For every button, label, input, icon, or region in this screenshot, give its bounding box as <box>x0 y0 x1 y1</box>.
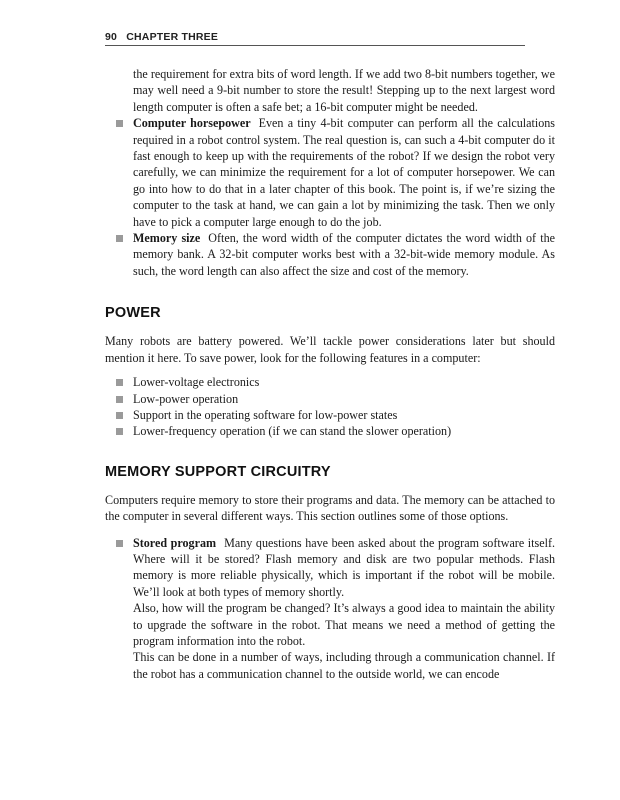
bullet-square-icon <box>116 379 123 386</box>
list-item-text: Lower-frequency operation (if we can stand the slower operation) <box>133 424 452 439</box>
bullet-square-icon <box>116 396 123 403</box>
list-item-text: Lower-voltage electronics <box>133 375 260 390</box>
page-body <box>105 66 555 682</box>
bullet-term: Stored program <box>133 535 217 550</box>
memory-bullet-list <box>105 535 555 601</box>
bullet-term: Memory size <box>133 231 201 246</box>
page-number: 90 <box>105 31 118 43</box>
power-feature-list <box>105 374 555 440</box>
bullet-text: Many questions have been asked about the program software itself. Where will it be stored? Flash memory and disk are two popular methods. Flash memory is more reliable physically, which is important if the robot will be mobile. We’ll look at both types of memory shortly. <box>133 535 556 599</box>
bullet-computer-horsepower <box>105 115 555 230</box>
power-paragraph: Many robots are battery powered. We’ll tackle power considerations later but should mention it here. To save power, look for the following features in a computer: <box>105 334 555 365</box>
intro-continuation: the requirement for extra bits of word length. If we add two 8-bit numbers together, we may well need a 9-bit number to store the result! Stepping up to the next largest word length computer is often a safe bet; a 16-bit computer might be needed. <box>133 67 555 114</box>
power-heading: POWER <box>105 305 161 322</box>
running-header <box>105 31 525 46</box>
bullet-square-icon <box>116 412 123 419</box>
bullet-square-icon <box>116 540 123 547</box>
bullet-memory-size <box>105 230 555 279</box>
list-item <box>105 374 555 390</box>
bullet-square-icon <box>116 120 123 127</box>
list-item <box>105 391 555 407</box>
sub-paragraph: This can be done in a number of ways, including through a communication channel. If the robot has a communication channel to the outside world, we can encode <box>133 650 555 681</box>
bullet-text: Often, the word width of the computer dictates the word width of the memory bank. A 32-bit computer works best with a 32-bit-wide memory module. As such, the word length can also affect the size and cost of the memory. <box>133 231 555 278</box>
bullet-stored-program <box>105 535 555 601</box>
sub-paragraph: Also, how will the program be changed? It’s always a good idea to maintain the ability to upgrade the software in the robot. That means we need a method of getting the program information into the robot. <box>133 601 555 648</box>
bullet-square-icon <box>116 235 123 242</box>
list-item <box>105 407 555 423</box>
chapter-title: CHAPTER THREE <box>126 31 219 43</box>
bullet-square-icon <box>116 428 123 435</box>
list-item-text: Support in the operating software for low-power states <box>133 407 398 422</box>
bullet-text: Even a tiny 4-bit computer can perform all the calculations required in a robot control system. The real question is, can such a 4-bit computer do it fast enough to keep up with the requirements of the robot? If we design the robot very carefully, we can minimize the requirement for a lot of computer horsepower. We can go into how to do that in a later chapter of this book. The point is, if we’re sizing the computer to the task at hand, we can gain a lot by minimizing the task. Then we only have to pick a computer large enough to do the job. <box>133 116 555 229</box>
top-bullet-list <box>105 115 555 279</box>
list-item <box>105 423 555 439</box>
list-item-text: Low-power operation <box>133 391 239 406</box>
bullet-term: Computer horsepower <box>133 116 251 131</box>
stored-program-continuation <box>105 600 555 682</box>
memory-heading: MEMORY SUPPORT CIRCUITRY <box>105 463 331 480</box>
memory-paragraph: Computers require memory to store their programs and data. The memory can be attached to the computer in several different ways. This section outlines some of those options. <box>105 492 555 524</box>
